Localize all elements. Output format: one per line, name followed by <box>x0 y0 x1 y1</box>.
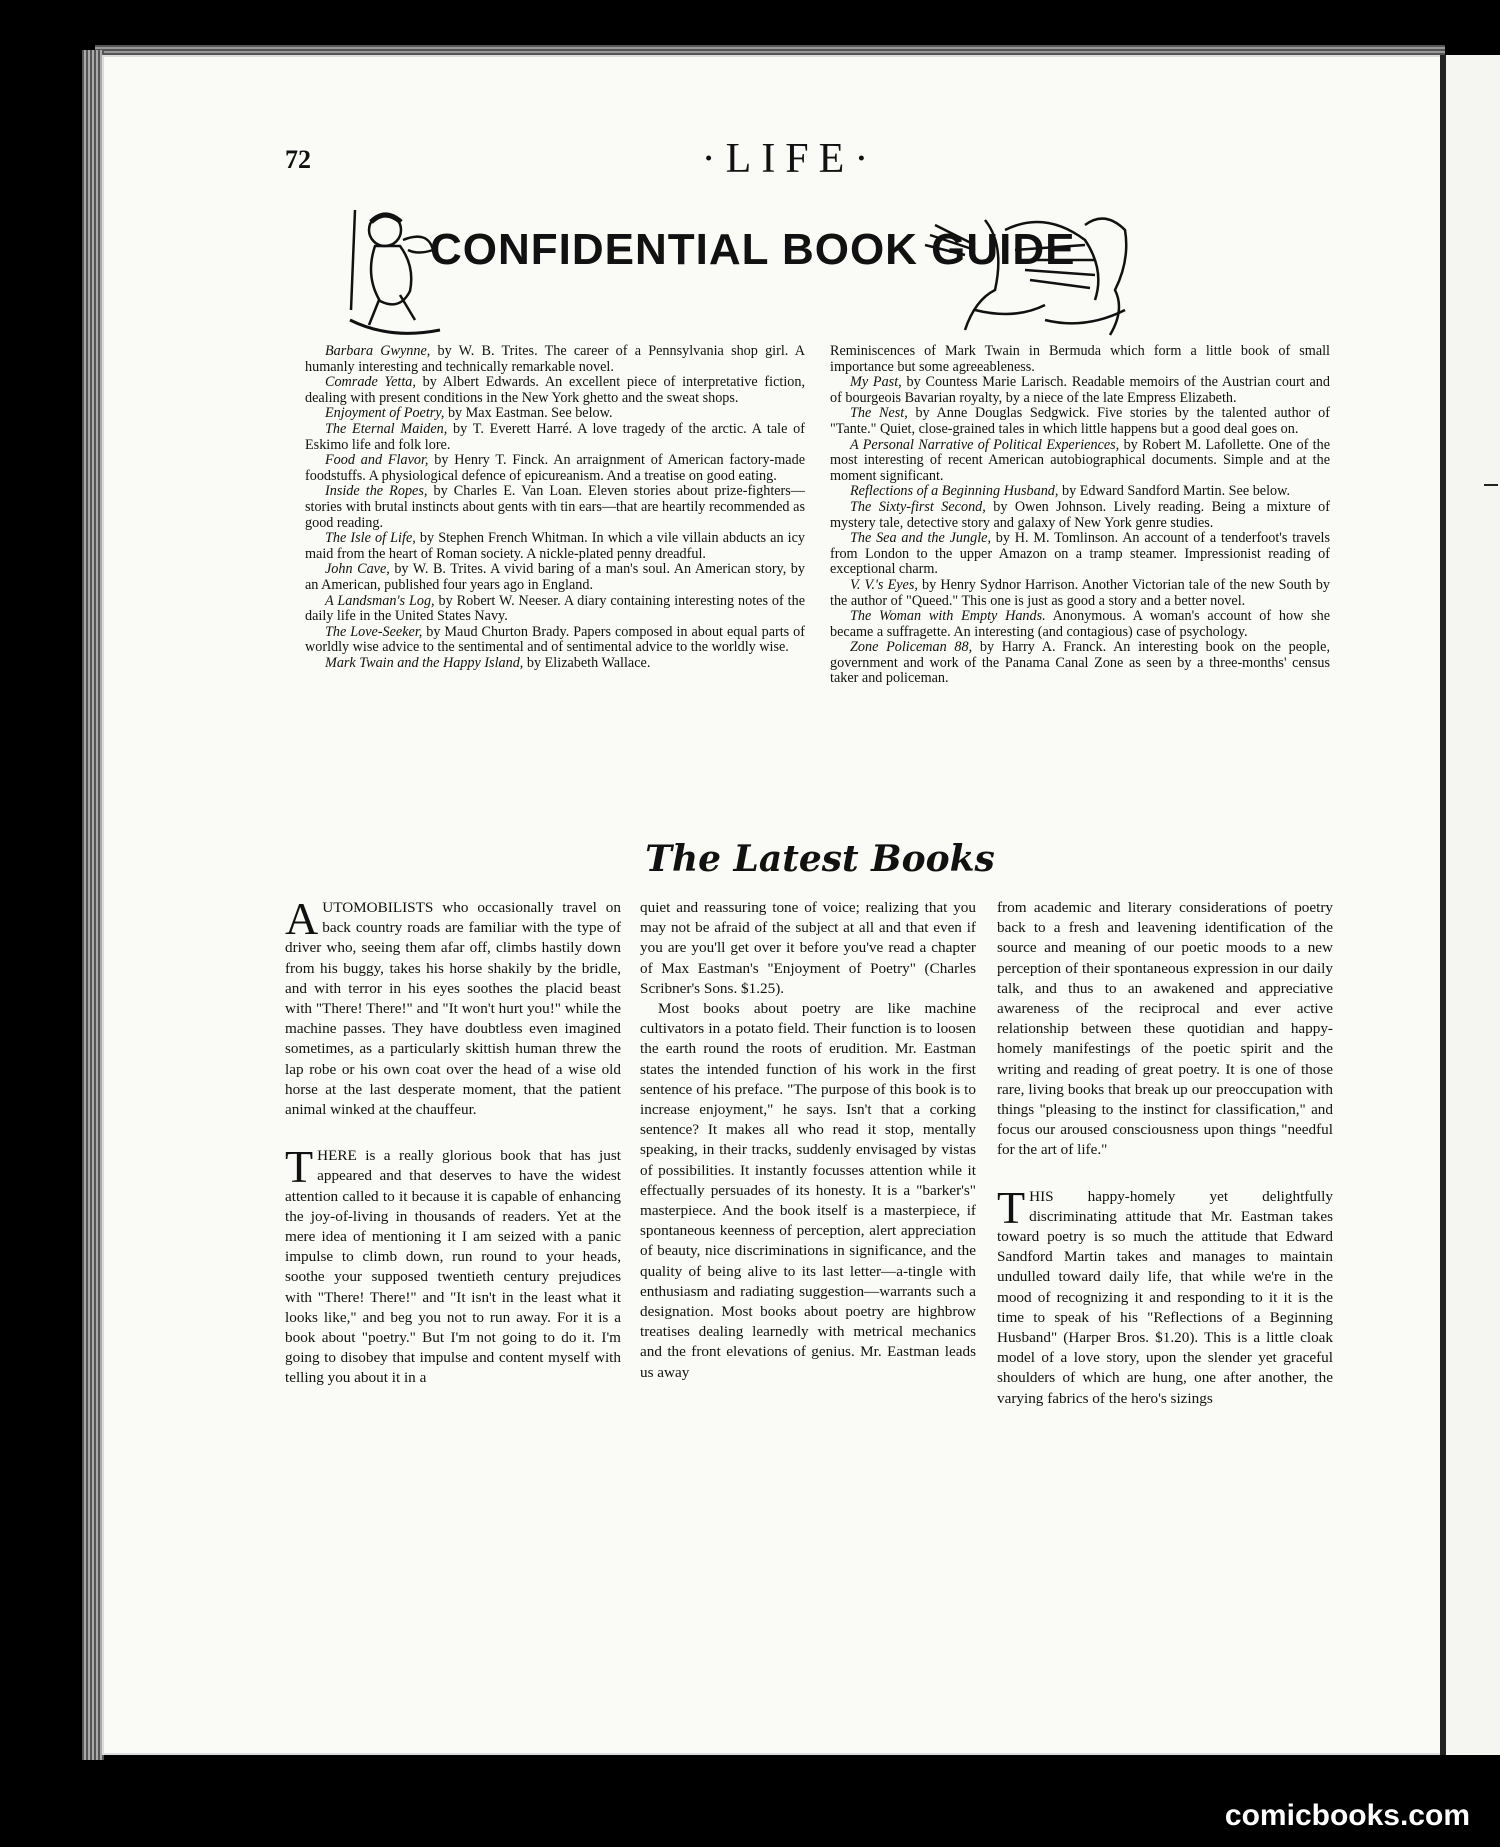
book-description: by Harry A. Franck. An interesting book on the people, government and work of the Panama Canal Zone as seen by a three-months' census taker and policeman. <box>830 639 1331 687</box>
article-paragraph: from academic and literary considerations of poetry back to a fresh and leavening identification of the source and meaning of our poetic moods to a new perception of their spontaneous expression in our daily talk, and thus to an awakened and appreciative awareness of the reciprocal and ever active relationship between these quotidian and happy-homely manifestings of the poetic spirit and the writing and reading of great poetry. It is one of those rare, living books that break up our preoccupation with things "pleasing to the instinct for classification," and focus our aroused consciousness upon things "needful for the art of life." <box>997 899 1333 1159</box>
book-entry <box>305 375 805 406</box>
book-title: The Sixty-first Second, <box>850 498 986 515</box>
drop-cap: T <box>285 1141 314 1193</box>
banner-title: CONFIDENTIAL BOOK GUIDE <box>430 225 1076 274</box>
book-entry <box>830 438 1330 485</box>
book-description: by T. Everett Harré. A love tragedy of the arctic. A tale of Eskimo life and folk lore. <box>305 420 805 453</box>
book-description: by Owen Johnson. Lively reading. Being a mixture of mystery tale, detective story and galaxy of New York genre studies. <box>830 498 1330 531</box>
article-paragraph: THERE is a really glorious book that has just appeared and that deserves to have the widest attention called to it because it is capable of enhancing the joy-of-living in thousands of readers. Yet at the mere idea of mentioning it I am seized with a panic impulse to climb down, run round to your heads, soothe your supposed twentieth century prejudices with "There! There!" and "It isn't in the least what it looks like," and beg you not to run away. For it is a book about "poetry." But I'm not going to do it. I'm going to disobey that impulse and content myself with telling you about it in a <box>285 1141 621 1387</box>
masthead: ·LIFE· <box>701 136 879 182</box>
book-page-edges <box>82 50 104 1760</box>
article-column-3 <box>997 898 1333 1409</box>
book-title: The Eternal Maiden, <box>325 420 448 437</box>
article-paragraph: AUTOMOBILISTS who occasionally travel on back country roads are familiar with the type of driver who, seeing them afar off, climbs hastily down from his buggy, takes his horse shakily by the bridle, and with terror in his eyes soothes the placid beast with "There! There!" and "It won't hurt you!" while the machine passes. They have doubtless even imagined sometimes, as a particularly skittish human threw the lap robe or his own coat over the head of a wise old horse at the last desperate moment, that the patient animal winked at the chauffeur. <box>285 893 621 1119</box>
book-title: Reflections of a Beginning Husband, <box>850 483 1059 500</box>
book-title: Enjoyment of Poetry, <box>325 405 445 422</box>
book-description: by W. B. Trites. A vivid baring of a man's soul. An American story, by an American, published four years ago in England. <box>305 561 805 593</box>
book-entry <box>830 640 1330 687</box>
book-description: by W. B. Trites. The career of a Pennsylvania shop girl. A humanly interesting and technically remarkable novel. <box>305 343 805 375</box>
article-column-1 <box>285 893 621 1389</box>
book-description: by Maud Churton Brady. Papers composed in about equal parts of worldly wise advice to the sentimental and of sentimental advice to the worldly wise. <box>305 623 805 656</box>
page-number: 72 <box>285 145 311 174</box>
book-description: by Stephen French Whitman. In which a vile villain abducts an icy maid from the heart of Roman society. A nickle-plated penny dreadful. <box>305 530 805 562</box>
book-title: My Past, <box>850 374 902 391</box>
book-entry <box>305 562 805 593</box>
article-paragraph: Most books about poetry are like machine cultivators in a potato field. Their function is to loosen the earth round the roots of erudition. Mr. Eastman states the intended function of his work in the first sentence of his preface. "The purpose of this book is to increase enjoyment," he says. Isn't that a corking sentence? It makes all who read it stop, mentally speaking, in their tracks, suddenly envisaged by vistas of possibilities. It instantly focusses attention while it effectually persuades of its honesty. It is a "barker's" masterpiece. And the book itself is a masterpiece, if spontaneous keenness of perception, alert appreciation of beauty, nice discriminations in significance, and the quality of being alive to its last letter—a-tingle with enthusiasm and radiating suggestion—warrants such a designation. Most books about poetry are highbrow treatises dealing learnedly with metrical mechanics and the front elevations of genius. Mr. Eastman leads us away <box>640 1000 976 1381</box>
gutter-mark <box>1484 484 1498 486</box>
book-title: V. V.'s Eyes, <box>850 576 918 593</box>
book-entry <box>830 484 1330 500</box>
book-description: by H. M. Tomlinson. An account of a tenderfoot's travels from London to the upper Amazon on a tramp steamer. Impressionist reading of exceptional charm. <box>830 530 1331 578</box>
cherub-illustration <box>350 210 440 333</box>
book-entry <box>830 375 1330 406</box>
book-guide-right-column <box>830 344 1330 687</box>
book-entry <box>830 609 1330 640</box>
book-title: The Woman with Empty Hands. <box>850 608 1046 625</box>
watermark-logo: comicbooks.com <box>1224 1799 1470 1832</box>
book-title: Inside the Ropes, <box>325 483 428 500</box>
drop-cap: T <box>997 1181 1026 1233</box>
book-entry <box>830 406 1330 437</box>
book-title: A Personal Narrative of Political Experiences, <box>850 436 1120 453</box>
book-entry <box>305 531 805 562</box>
article-paragraph: quiet and reassuring tone of voice; realizing that you may not be afraid of the subject at all and that even if you are you'll get over it before you've read a chapter of Max Eastman's "Enjoyment of Poetry" (Charles Scribner's Sons. $1.25). <box>640 899 976 997</box>
book-description: by Henry T. Finck. An arraignment of American factory-made foodstuffs. A physiological defence of epicureanism. And a treatise on good eating. <box>305 452 805 484</box>
book-entry <box>830 578 1330 609</box>
book-entry <box>305 656 805 672</box>
book-title: The Isle of Life, <box>325 530 416 547</box>
book-title: John Cave, <box>325 561 390 578</box>
book-description: by Max Eastman. See below. <box>444 405 613 422</box>
book-entry <box>830 531 1330 578</box>
book-guide-left-column <box>305 344 805 671</box>
book-description: by Elizabeth Wallace. <box>523 654 651 671</box>
book-entry <box>305 625 805 656</box>
article-column-2 <box>640 898 976 1383</box>
book-entry <box>305 594 805 625</box>
book-entry <box>305 422 805 453</box>
facing-page-edge <box>1440 55 1500 1755</box>
book-description: by Edward Sandford Martin. See below. <box>1058 483 1290 500</box>
book-entry <box>305 484 805 531</box>
book-title: The Nest, <box>850 405 908 422</box>
book-entry <box>830 344 1330 375</box>
book-entry <box>830 500 1330 531</box>
book-description: by Countess Marie Larisch. Readable memoirs of the Austrian court and of bourgeois Bavarian royalty, by a niece of the late Empress Elizabeth. <box>830 374 1330 406</box>
book-description: by Henry Sydnor Harrison. Another Victorian tale of the new South by the author of "Queed." This one is just as good a story and a better novel. <box>830 576 1330 609</box>
book-description: Reminiscences of Mark Twain in Bermuda which form a little book of small importance but some agreeableness. <box>830 343 1330 375</box>
book-description: by Charles E. Van Loan. Eleven stories about prize-fighters—stories with brutal instincts about gents with tin ears—that are heartily recommended as good reading. <box>305 483 805 531</box>
book-title: Food and Flavor, <box>325 452 429 469</box>
book-entry <box>305 344 805 375</box>
book-title: Mark Twain and the Happy Island, <box>325 654 524 671</box>
article-paragraph: THIS happy-homely yet delightfully discriminating attitude that Mr. Eastman takes toward poetry is so much the attitude that Edward Sandford Martin takes and manages to maintain undulled toward daily life, that while we're in the mood of recognizing it and responding to it it is the time to speak of his "Reflections of a Beginning Husband" (Harper Bros. $1.20). This is a little cloak model of a love story, upon the slender yet graceful shoulders of which are hung, one after another, the varying fabrics of the hero's sizings <box>997 1181 1333 1407</box>
book-description: by Albert Edwards. An excellent piece of interpretative fiction, dealing with present conditions in the New York ghetto and the sweat shops. <box>305 374 805 406</box>
book-description: by Robert M. Lafollette. One of the most interesting of recent American autobiographical documents. Simple and at the moment significant. <box>830 436 1330 484</box>
drop-cap: A <box>285 893 319 944</box>
book-description: Anonymous. A woman's account of how she became a suffragette. An interesting (and contagious) case of psychology. <box>830 608 1330 640</box>
book-title: A Landsman's Log, <box>325 592 435 609</box>
book-entry <box>305 453 805 484</box>
book-title: The Love-Seeker, <box>325 623 423 640</box>
section-title: The Latest Books <box>645 838 995 880</box>
book-title: The Sea and the Jungle, <box>850 530 991 547</box>
book-entry <box>305 406 805 422</box>
book-title: Barbara Gwynne, <box>325 343 431 359</box>
book-title: Comrade Yetta, <box>325 374 416 391</box>
book-title: Zone Policeman 88, <box>850 639 973 656</box>
book-description: by Robert W. Neeser. A diary containing interesting notes of the daily life in the United States Navy. <box>305 592 806 625</box>
book-description: by Anne Douglas Sedgwick. Five stories by the talented author of "Tante." Quiet, close-grained tales in which little happens but a good deal goes on. <box>830 405 1330 437</box>
